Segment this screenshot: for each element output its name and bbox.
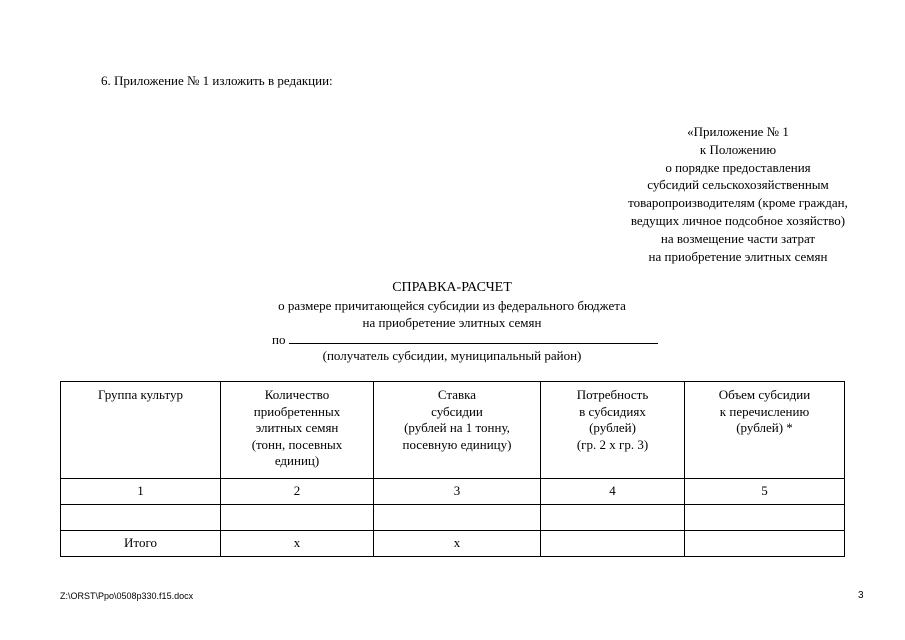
header-line: Объем субсидии xyxy=(718,387,811,402)
header-cell-subsidy-amount xyxy=(685,382,845,479)
header-line: Потребность xyxy=(576,387,649,402)
column-number-cell: 2 xyxy=(221,479,374,505)
header-line: приобретенных xyxy=(253,403,341,419)
header-line: (рублей) xyxy=(589,420,636,435)
intro-paragraph: 6. Приложение № 1 изложить в редакции: xyxy=(101,73,333,88)
subsidy-calculation-table xyxy=(60,381,845,557)
column-number-cell: 5 xyxy=(685,479,845,505)
total-cell xyxy=(685,531,845,557)
total-cell: х xyxy=(221,531,374,557)
annex-line: на возмещение части затрат xyxy=(660,230,816,246)
column-number-cell: 3 xyxy=(374,479,541,505)
header-cell-rate xyxy=(374,382,541,479)
header-line: Ставка xyxy=(437,387,477,402)
recipient-blank-line xyxy=(289,331,658,344)
annex-line: субсидий сельскохозяйственным xyxy=(647,177,829,193)
annex-line: товаропроизводителям (кроме граждан, xyxy=(628,195,848,211)
annex-reference-block xyxy=(600,123,876,265)
header-cell-need xyxy=(541,382,685,479)
column-number-cell: 1 xyxy=(61,479,221,505)
header-line: элитных семян xyxy=(255,420,339,435)
annex-line: «Приложение № 1 xyxy=(687,124,789,139)
header-cell-quantity xyxy=(221,382,374,479)
table-row xyxy=(61,505,845,531)
table-cell xyxy=(541,505,685,531)
header-line: (рублей) * xyxy=(736,420,793,435)
header-line: (рублей на 1 тонну, xyxy=(404,420,510,435)
footer-file-path: Z:\ORST\Ppo\0508p330.f15.docx xyxy=(60,591,194,601)
header-cell-crop-group xyxy=(61,382,221,479)
table-cell xyxy=(221,505,374,531)
table-cell xyxy=(61,505,221,531)
document-subtitle-line: на приобретение элитных семян xyxy=(362,315,542,330)
annex-line: на приобретение элитных семян xyxy=(648,248,828,264)
header-line: единиц) xyxy=(274,453,320,468)
column-number-cell: 4 xyxy=(541,479,685,505)
recipient-caption: (получатель субсидии, муниципальный район) xyxy=(322,348,582,363)
annex-line: о порядке предоставления xyxy=(665,159,811,175)
column-number-row xyxy=(61,479,845,505)
document-title: СПРАВКА-РАСЧЕТ xyxy=(392,280,512,295)
annex-line: ведущих личное подсобное хозяйство) xyxy=(630,212,846,228)
total-cell xyxy=(541,531,685,557)
table-cell xyxy=(374,505,541,531)
header-line: субсидии xyxy=(431,403,483,419)
header-line: к перечислению xyxy=(719,403,810,419)
table-cell xyxy=(685,505,845,531)
total-label-cell: Итого xyxy=(61,531,221,557)
header-line: Количество xyxy=(264,387,330,402)
total-cell: х xyxy=(374,531,541,557)
header-line: в субсидиях xyxy=(579,403,646,419)
total-row xyxy=(61,531,845,557)
table-header-row xyxy=(61,382,845,479)
document-subtitle-line: о размере причитающейся субсидии из федерального бюджета xyxy=(278,298,626,313)
recipient-prefix: по xyxy=(272,332,286,347)
annex-line: к Положению xyxy=(699,141,777,157)
header-line: Группа культур xyxy=(98,387,183,402)
recipient-field xyxy=(272,331,658,348)
page-number: 3 xyxy=(858,590,864,601)
header-line: (тонн, посевных xyxy=(251,436,343,452)
document-heading xyxy=(200,279,704,331)
header-line: (гр. 2 х гр. 3) xyxy=(576,436,649,452)
header-line: посевную единицу) xyxy=(402,436,512,452)
